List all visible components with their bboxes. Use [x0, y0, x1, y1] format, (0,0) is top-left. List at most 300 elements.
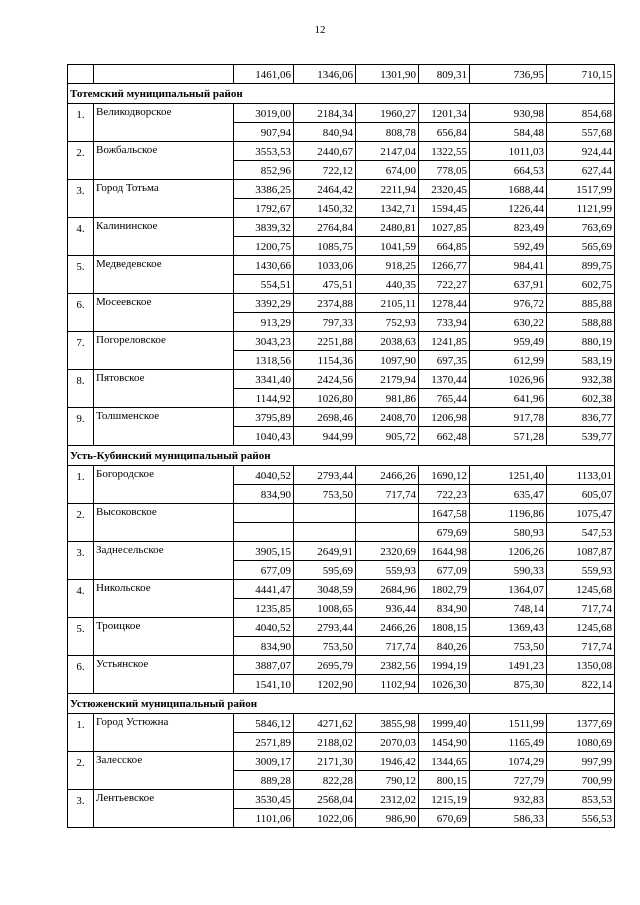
row-index: 7.	[68, 332, 94, 351]
value-cell	[234, 523, 294, 542]
value-cell: 3341,40	[234, 370, 294, 389]
value-cell: 2695,79	[294, 656, 356, 675]
value-cell: 1647,58	[419, 504, 470, 523]
table-row	[68, 504, 615, 523]
row-index	[68, 123, 94, 142]
value-cell: 2571,89	[234, 733, 294, 752]
value-cell: 1491,23	[470, 656, 547, 675]
value-cell: 1792,67	[234, 199, 294, 218]
value-cell: 1430,66	[234, 256, 294, 275]
value-cell: 584,48	[470, 123, 547, 142]
value-cell: 2251,88	[294, 332, 356, 351]
value-cell: 1196,86	[470, 504, 547, 523]
table-row	[68, 466, 615, 485]
value-cell: 1461,06	[234, 65, 294, 84]
row-index	[68, 809, 94, 828]
value-cell: 2793,44	[294, 466, 356, 485]
row-index: 3.	[68, 790, 94, 809]
value-cell: 932,83	[470, 790, 547, 809]
table-row	[68, 523, 615, 542]
value-cell: 875,30	[470, 675, 547, 694]
table-row	[68, 275, 615, 294]
row-index	[68, 427, 94, 446]
value-cell: 1144,92	[234, 389, 294, 408]
value-cell: 1097,90	[356, 351, 419, 370]
value-cell: 588,88	[547, 313, 615, 332]
value-cell: 778,05	[419, 161, 470, 180]
table-row	[68, 332, 615, 351]
value-cell: 664,53	[470, 161, 547, 180]
value-cell: 981,86	[356, 389, 419, 408]
table-body	[68, 65, 615, 828]
settlement-name	[94, 351, 234, 370]
value-cell: 1344,65	[419, 752, 470, 771]
row-index: 4.	[68, 218, 94, 237]
row-index	[68, 237, 94, 256]
page-number: 12	[314, 24, 326, 36]
value-cell: 2070,03	[356, 733, 419, 752]
value-cell: 1999,40	[419, 714, 470, 733]
row-index: 9.	[68, 408, 94, 427]
value-cell: 1022,06	[294, 809, 356, 828]
value-cell: 1241,85	[419, 332, 470, 351]
value-cell: 4040,52	[234, 466, 294, 485]
value-cell: 854,68	[547, 104, 615, 123]
value-cell: 1370,44	[419, 370, 470, 389]
value-cell: 1026,30	[419, 675, 470, 694]
value-cell: 727,79	[470, 771, 547, 790]
value-cell: 4271,62	[294, 714, 356, 733]
section-title: Тотемский муниципальный район	[68, 84, 615, 104]
value-cell: 984,41	[470, 256, 547, 275]
value-cell: 3855,98	[356, 714, 419, 733]
row-index	[68, 199, 94, 218]
settlement-name: Устьянское	[94, 656, 234, 675]
value-cell: 1226,44	[470, 199, 547, 218]
row-index	[68, 771, 94, 790]
value-cell: 554,51	[234, 275, 294, 294]
table-row	[68, 485, 615, 504]
table-row	[68, 790, 615, 809]
value-cell: 2382,56	[356, 656, 419, 675]
table-row	[68, 561, 615, 580]
row-index	[68, 275, 94, 294]
value-cell: 1121,99	[547, 199, 615, 218]
value-cell: 630,22	[470, 313, 547, 332]
value-cell: 592,49	[470, 237, 547, 256]
table-row	[68, 771, 615, 790]
settlement-name	[94, 389, 234, 408]
value-cell: 1318,56	[234, 351, 294, 370]
value-cell: 3048,59	[294, 580, 356, 599]
table-row	[68, 199, 615, 218]
value-cell: 662,48	[419, 427, 470, 446]
value-cell: 2179,94	[356, 370, 419, 389]
value-cell: 700,99	[547, 771, 615, 790]
table-row	[68, 389, 615, 408]
row-index	[68, 65, 94, 84]
settlement-name	[94, 123, 234, 142]
value-cell: 4441,47	[234, 580, 294, 599]
value-cell: 986,90	[356, 809, 419, 828]
value-cell: 1026,80	[294, 389, 356, 408]
value-cell: 853,53	[547, 790, 615, 809]
section-title: Устюженский муниципальный район	[68, 694, 615, 714]
settlement-name: Высоковское	[94, 504, 234, 523]
value-cell: 1206,98	[419, 408, 470, 427]
value-cell: 2105,11	[356, 294, 419, 313]
table-row	[68, 218, 615, 237]
value-cell: 2312,02	[356, 790, 419, 809]
row-index: 2.	[68, 142, 94, 161]
value-cell: 556,53	[547, 809, 615, 828]
row-index: 1.	[68, 466, 94, 485]
value-cell: 1644,98	[419, 542, 470, 561]
table-row	[68, 65, 615, 84]
value-cell: 2211,94	[356, 180, 419, 199]
value-cell: 733,94	[419, 313, 470, 332]
value-cell: 722,12	[294, 161, 356, 180]
value-cell: 800,15	[419, 771, 470, 790]
value-cell: 852,96	[234, 161, 294, 180]
row-index: 6.	[68, 656, 94, 675]
value-cell: 959,49	[470, 332, 547, 351]
settlement-name	[94, 427, 234, 446]
value-cell: 790,12	[356, 771, 419, 790]
value-cell: 1511,99	[470, 714, 547, 733]
settlement-name	[94, 637, 234, 656]
table-row	[68, 237, 615, 256]
value-cell: 1369,43	[470, 618, 547, 637]
table-row	[68, 580, 615, 599]
value-cell: 808,78	[356, 123, 419, 142]
value-cell: 3905,15	[234, 542, 294, 561]
value-cell: 944,99	[294, 427, 356, 446]
row-index: 5.	[68, 256, 94, 275]
row-index	[68, 313, 94, 332]
value-cell: 905,72	[356, 427, 419, 446]
value-cell: 917,78	[470, 408, 547, 427]
value-cell: 670,69	[419, 809, 470, 828]
value-cell: 753,50	[294, 485, 356, 504]
value-cell: 2698,46	[294, 408, 356, 427]
row-index: 1.	[68, 104, 94, 123]
value-cell: 976,72	[470, 294, 547, 313]
settlement-name: Калининское	[94, 218, 234, 237]
value-cell: 679,69	[419, 523, 470, 542]
value-cell: 1008,65	[294, 599, 356, 618]
tariff-table	[67, 64, 615, 828]
table-row	[68, 637, 615, 656]
table-row	[68, 714, 615, 733]
row-index	[68, 561, 94, 580]
value-cell: 4040,52	[234, 618, 294, 637]
settlement-name: Вожбальское	[94, 142, 234, 161]
value-cell: 1080,69	[547, 733, 615, 752]
value-cell: 2171,30	[294, 752, 356, 771]
value-cell: 834,90	[419, 599, 470, 618]
settlement-name: Медведевское	[94, 256, 234, 275]
value-cell: 936,44	[356, 599, 419, 618]
value-cell: 2466,26	[356, 618, 419, 637]
value-cell: 822,28	[294, 771, 356, 790]
table-row	[68, 370, 615, 389]
value-cell: 3392,29	[234, 294, 294, 313]
settlement-name: Мосеевское	[94, 294, 234, 313]
value-cell: 1215,19	[419, 790, 470, 809]
row-index	[68, 637, 94, 656]
value-cell: 907,94	[234, 123, 294, 142]
row-index	[68, 733, 94, 752]
settlement-name: Пятовское	[94, 370, 234, 389]
table-row	[68, 313, 615, 332]
value-cell: 5846,12	[234, 714, 294, 733]
value-cell: 1101,06	[234, 809, 294, 828]
table-row	[68, 408, 615, 427]
value-cell: 736,95	[470, 65, 547, 84]
value-cell: 3530,45	[234, 790, 294, 809]
value-cell: 605,07	[547, 485, 615, 504]
value-cell: 834,90	[234, 637, 294, 656]
value-cell: 840,94	[294, 123, 356, 142]
value-cell: 1688,44	[470, 180, 547, 199]
settlement-name	[94, 523, 234, 542]
row-index: 1.	[68, 714, 94, 733]
value-cell: 1346,06	[294, 65, 356, 84]
settlement-name: Богородское	[94, 466, 234, 485]
value-cell: 1027,85	[419, 218, 470, 237]
row-index: 3.	[68, 542, 94, 561]
row-index	[68, 599, 94, 618]
value-cell: 2440,67	[294, 142, 356, 161]
value-cell: 547,53	[547, 523, 615, 542]
value-cell: 3009,17	[234, 752, 294, 771]
settlement-name	[94, 237, 234, 256]
value-cell: 722,23	[419, 485, 470, 504]
value-cell: 1245,68	[547, 580, 615, 599]
table-row	[68, 809, 615, 828]
value-cell: 1165,49	[470, 733, 547, 752]
value-cell: 1301,90	[356, 65, 419, 84]
value-cell: 717,74	[356, 637, 419, 656]
value-cell: 710,15	[547, 65, 615, 84]
settlement-name	[94, 275, 234, 294]
value-cell	[294, 523, 356, 542]
table-row	[68, 752, 615, 771]
table-row	[68, 256, 615, 275]
value-cell: 2188,02	[294, 733, 356, 752]
row-index	[68, 675, 94, 694]
settlement-name: Толшменское	[94, 408, 234, 427]
value-cell: 765,44	[419, 389, 470, 408]
value-cell: 2038,63	[356, 332, 419, 351]
settlement-name	[94, 809, 234, 828]
section-header-row	[68, 694, 615, 714]
table-row	[68, 733, 615, 752]
value-cell: 674,00	[356, 161, 419, 180]
value-cell: 1350,08	[547, 656, 615, 675]
value-cell: 924,44	[547, 142, 615, 161]
value-cell: 1201,34	[419, 104, 470, 123]
value-cell: 1541,10	[234, 675, 294, 694]
value-cell: 797,33	[294, 313, 356, 332]
value-cell: 2466,26	[356, 466, 419, 485]
value-cell: 889,28	[234, 771, 294, 790]
settlement-name: Залесское	[94, 752, 234, 771]
value-cell: 1154,36	[294, 351, 356, 370]
value-cell: 1251,40	[470, 466, 547, 485]
value-cell: 637,91	[470, 275, 547, 294]
value-cell: 1026,96	[470, 370, 547, 389]
row-index: 2.	[68, 752, 94, 771]
value-cell: 1040,43	[234, 427, 294, 446]
settlement-name	[94, 599, 234, 618]
value-cell: 1342,71	[356, 199, 419, 218]
value-cell: 2684,96	[356, 580, 419, 599]
value-cell: 641,96	[470, 389, 547, 408]
row-index: 4.	[68, 580, 94, 599]
row-index: 5.	[68, 618, 94, 637]
table-row	[68, 656, 615, 675]
settlement-name	[94, 733, 234, 752]
value-cell: 823,49	[470, 218, 547, 237]
row-index: 8.	[68, 370, 94, 389]
value-cell: 2464,42	[294, 180, 356, 199]
settlement-name	[94, 675, 234, 694]
settlement-name: Город Устюжна	[94, 714, 234, 733]
settlement-name	[94, 313, 234, 332]
table-row	[68, 104, 615, 123]
value-cell: 1278,44	[419, 294, 470, 313]
value-cell: 997,99	[547, 752, 615, 771]
value-cell: 1454,90	[419, 733, 470, 752]
value-cell: 1690,12	[419, 466, 470, 485]
value-cell: 557,68	[547, 123, 615, 142]
value-cell: 932,38	[547, 370, 615, 389]
value-cell: 2374,88	[294, 294, 356, 313]
settlement-name: Никольское	[94, 580, 234, 599]
value-cell: 559,93	[547, 561, 615, 580]
row-index: 3.	[68, 180, 94, 199]
value-cell: 559,93	[356, 561, 419, 580]
value-cell: 930,98	[470, 104, 547, 123]
settlement-name: Погореловское	[94, 332, 234, 351]
value-cell: 677,09	[234, 561, 294, 580]
value-cell	[234, 504, 294, 523]
value-cell: 1802,79	[419, 580, 470, 599]
section-header-row	[68, 84, 615, 104]
row-index	[68, 485, 94, 504]
value-cell: 763,69	[547, 218, 615, 237]
value-cell: 3795,89	[234, 408, 294, 427]
table-row	[68, 161, 615, 180]
value-cell: 1075,47	[547, 504, 615, 523]
value-cell: 1102,94	[356, 675, 419, 694]
value-cell: 1377,69	[547, 714, 615, 733]
value-cell: 677,09	[419, 561, 470, 580]
value-cell	[356, 523, 419, 542]
value-cell: 595,69	[294, 561, 356, 580]
settlement-name	[94, 771, 234, 790]
value-cell: 1994,19	[419, 656, 470, 675]
row-index	[68, 161, 94, 180]
table-row	[68, 294, 615, 313]
value-cell: 918,25	[356, 256, 419, 275]
value-cell: 565,69	[547, 237, 615, 256]
value-cell: 752,93	[356, 313, 419, 332]
section-header-row	[68, 446, 615, 466]
value-cell: 2408,70	[356, 408, 419, 427]
value-cell: 717,74	[547, 599, 615, 618]
value-cell: 717,74	[356, 485, 419, 504]
settlement-name	[94, 561, 234, 580]
settlement-name: Лентьевское	[94, 790, 234, 809]
value-cell: 1235,85	[234, 599, 294, 618]
row-index	[68, 351, 94, 370]
value-cell: 899,75	[547, 256, 615, 275]
table-row	[68, 675, 615, 694]
value-cell: 1364,07	[470, 580, 547, 599]
value-cell: 2320,45	[419, 180, 470, 199]
value-cell: 1450,32	[294, 199, 356, 218]
value-cell: 1074,29	[470, 752, 547, 771]
value-cell	[294, 504, 356, 523]
value-cell: 1041,59	[356, 237, 419, 256]
table-row	[68, 180, 615, 199]
value-cell: 697,35	[419, 351, 470, 370]
value-cell: 3019,00	[234, 104, 294, 123]
value-cell: 748,14	[470, 599, 547, 618]
settlement-name: Заднесельское	[94, 542, 234, 561]
value-cell: 1946,42	[356, 752, 419, 771]
value-cell: 586,33	[470, 809, 547, 828]
value-cell: 1206,26	[470, 542, 547, 561]
value-cell: 880,19	[547, 332, 615, 351]
table-row	[68, 618, 615, 637]
row-index: 6.	[68, 294, 94, 313]
value-cell: 1808,15	[419, 618, 470, 637]
value-cell: 2568,04	[294, 790, 356, 809]
settlement-name: Город Тотьма	[94, 180, 234, 199]
value-cell: 580,93	[470, 523, 547, 542]
value-cell: 583,19	[547, 351, 615, 370]
value-cell: 913,29	[234, 313, 294, 332]
value-cell: 635,47	[470, 485, 547, 504]
value-cell: 2793,44	[294, 618, 356, 637]
table-row	[68, 351, 615, 370]
row-index	[68, 389, 94, 408]
value-cell: 3386,25	[234, 180, 294, 199]
settlement-name	[94, 161, 234, 180]
value-cell: 1960,27	[356, 104, 419, 123]
value-cell: 602,75	[547, 275, 615, 294]
value-cell: 3839,32	[234, 218, 294, 237]
table-row	[68, 142, 615, 161]
value-cell: 656,84	[419, 123, 470, 142]
value-cell: 3553,53	[234, 142, 294, 161]
value-cell: 809,31	[419, 65, 470, 84]
value-cell: 440,35	[356, 275, 419, 294]
value-cell: 2649,91	[294, 542, 356, 561]
table-row	[68, 427, 615, 446]
value-cell: 590,33	[470, 561, 547, 580]
row-index: 2.	[68, 504, 94, 523]
value-cell: 753,50	[470, 637, 547, 656]
value-cell: 822,14	[547, 675, 615, 694]
value-cell: 834,90	[234, 485, 294, 504]
value-cell: 2480,81	[356, 218, 419, 237]
value-cell: 2764,84	[294, 218, 356, 237]
